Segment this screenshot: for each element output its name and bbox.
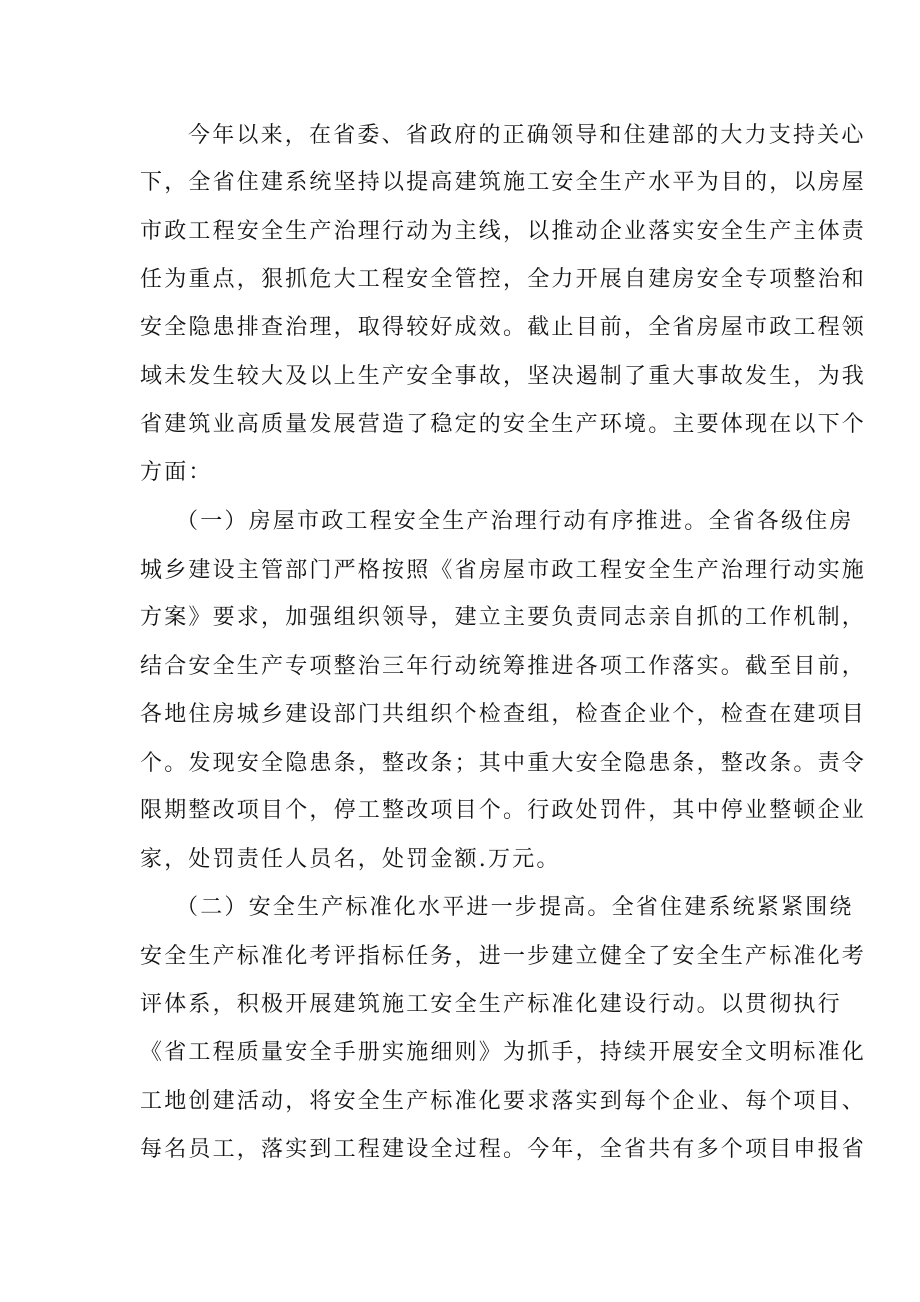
paragraph-2-line-2: 城乡建设主管部门严格按照《省房屋市政工程安全生产治理行动实施	[140, 558, 867, 583]
paragraph-1-line-7: 省建筑业高质量发展营造了稳定的安全生产环境。主要体现在以下个	[140, 412, 867, 437]
paragraph-3-line-5: 工地创建活动，将安全生产标准化要求落实到每个企业、每个项目、	[140, 1089, 867, 1114]
paragraph-2-line-5: 各地住房城乡建设部门共组织个检查组，检查企业个，检查在建项目	[140, 702, 867, 727]
paragraph-2-line-3: 方案》要求，加强组织领导，建立主要负责同志亲自抓的工作机制，	[140, 605, 867, 630]
paragraph-1-line-3: 市政工程安全生产治理行动为主线，以推动企业落实安全生产主体责	[140, 219, 867, 244]
paragraph-2-line-6: 个。发现安全隐患条，整改条；其中重大安全隐患条，整改条。责令	[140, 751, 867, 776]
paragraph-1-line-8: 方面：	[140, 460, 213, 485]
paragraph-3-line-4: 《省工程质量安全手册实施细则》为抓手，持续开展安全文明标准化	[140, 1040, 867, 1065]
paragraph-3-line-6: 每名员工，落实到工程建设全过程。今年，全省共有多个项目申报省	[140, 1137, 867, 1162]
paragraph-2-line-7: 限期整改项目个，停工整改项目个。行政处罚件，其中停业整顿企业	[140, 798, 867, 823]
paragraph-3-line-1: （二）安全生产标准化水平进一步提高。全省住建系统紧紧围绕	[176, 895, 854, 920]
paragraph-1-line-4: 任为重点，狠抓危大工程安全管控，全力开展自建房安全专项整治和	[140, 267, 867, 292]
paragraph-1-line-5: 安全隐患排查治理，取得较好成效。截止目前，全省房屋市政工程领	[140, 315, 867, 340]
paragraph-3-line-2: 安全生产标准化考评指标任务，进一步建立健全了安全生产标准化考	[140, 944, 867, 969]
paragraph-1-line-1: 今年以来，在省委、省政府的正确领导和住建部的大力支持关心	[188, 123, 866, 148]
paragraph-3-line-3: 评体系，积极开展建筑施工安全生产标准化建设行动。以贯彻执行	[140, 992, 842, 1017]
paragraph-2-line-1: （一）房屋市政工程安全生产治理行动有序推进。全省各级住房	[176, 509, 854, 534]
paragraph-2-line-4: 结合安全生产专项整治三年行动统筹推进各项工作落实。截至目前，	[140, 654, 867, 679]
paragraph-1-line-6: 域未发生较大及以上生产安全事故，坚决遏制了重大事故发生，为我	[140, 364, 867, 389]
paragraph-2-line-8: 家，处罚责任人员名，处罚金额.万元。	[140, 847, 561, 872]
paragraph-1-line-2: 下，全省住建系统坚持以提高建筑施工安全生产水平为目的，以房屋	[140, 170, 867, 195]
